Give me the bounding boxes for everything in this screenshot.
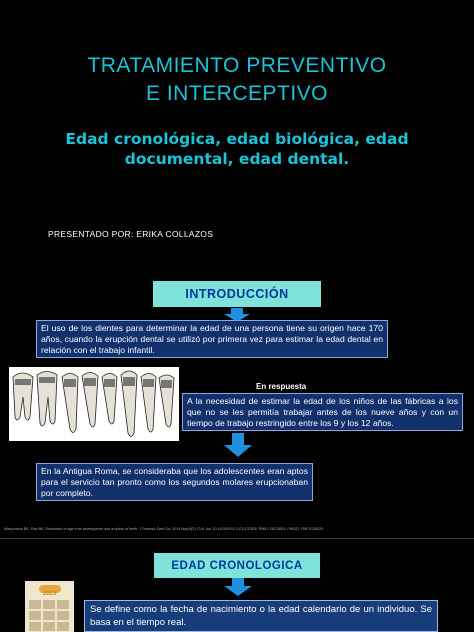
respuesta-label: En respuesta	[256, 382, 307, 391]
slide-title-line-1: TRATAMIENTO PREVENTIVO	[87, 54, 387, 77]
down-arrow-icon-2	[223, 433, 253, 457]
calendar-grid-icon	[29, 600, 70, 632]
reference-citation: Manjunatha BS, Soni NK. Estimation of age from development and eruption of teeth. J Forensic Dent Sci. 2014 May;6(2):73-6. doi: 10.4103/0975-1475.132526. PMID: 25125911; PMCID: PMC4130020.	[4, 527, 324, 531]
subtitle-line-1: Edad cronológica, edad biológica, edad	[65, 130, 409, 148]
section-label-edad-cronologica: EDAD CRONOLOGICA	[154, 553, 320, 578]
section-label-introduccion: INTRODUCCIÓN	[153, 281, 321, 307]
slide-title-line-2: E INTERCEPTIVO	[145, 82, 329, 105]
respuesta-text-box: A la necesidad de estimar la edad de los niños de las fábricas a los que no se les permitía trabajar antes de los nueve años y con un tiempo de trabajo restringido entre los 9 y los 12 años.	[182, 393, 463, 431]
definition-text-box: Se define como la fecha de nacimiento o la edad calendario de un individuo. Se basa en el tiempo real.	[84, 600, 438, 632]
intro-text-box: El uso de los dientes para determinar la edad de una persona tiene su origen hace 170 años, cuando la erupción dental se utilizó por primera vez para estimar la edad dental en relación con el trabajo infantil.	[36, 320, 388, 358]
slide-divider	[0, 538, 474, 539]
down-arrow-icon-3	[223, 578, 253, 596]
calendar-year: 2023	[42, 591, 57, 597]
presenter-credit: PRESENTADO POR: ERIKA COLLAZOS	[48, 229, 214, 239]
subtitle-line-2: documental, edad dental.	[124, 150, 350, 168]
roma-text-box: En la Antigua Roma, se consideraba que los adolescentes eran aptos para el servicio tan pronto como los segundos molares erupcionaban por completo.	[36, 463, 313, 501]
calendar-image	[25, 581, 74, 632]
teeth-illustration	[9, 367, 179, 441]
